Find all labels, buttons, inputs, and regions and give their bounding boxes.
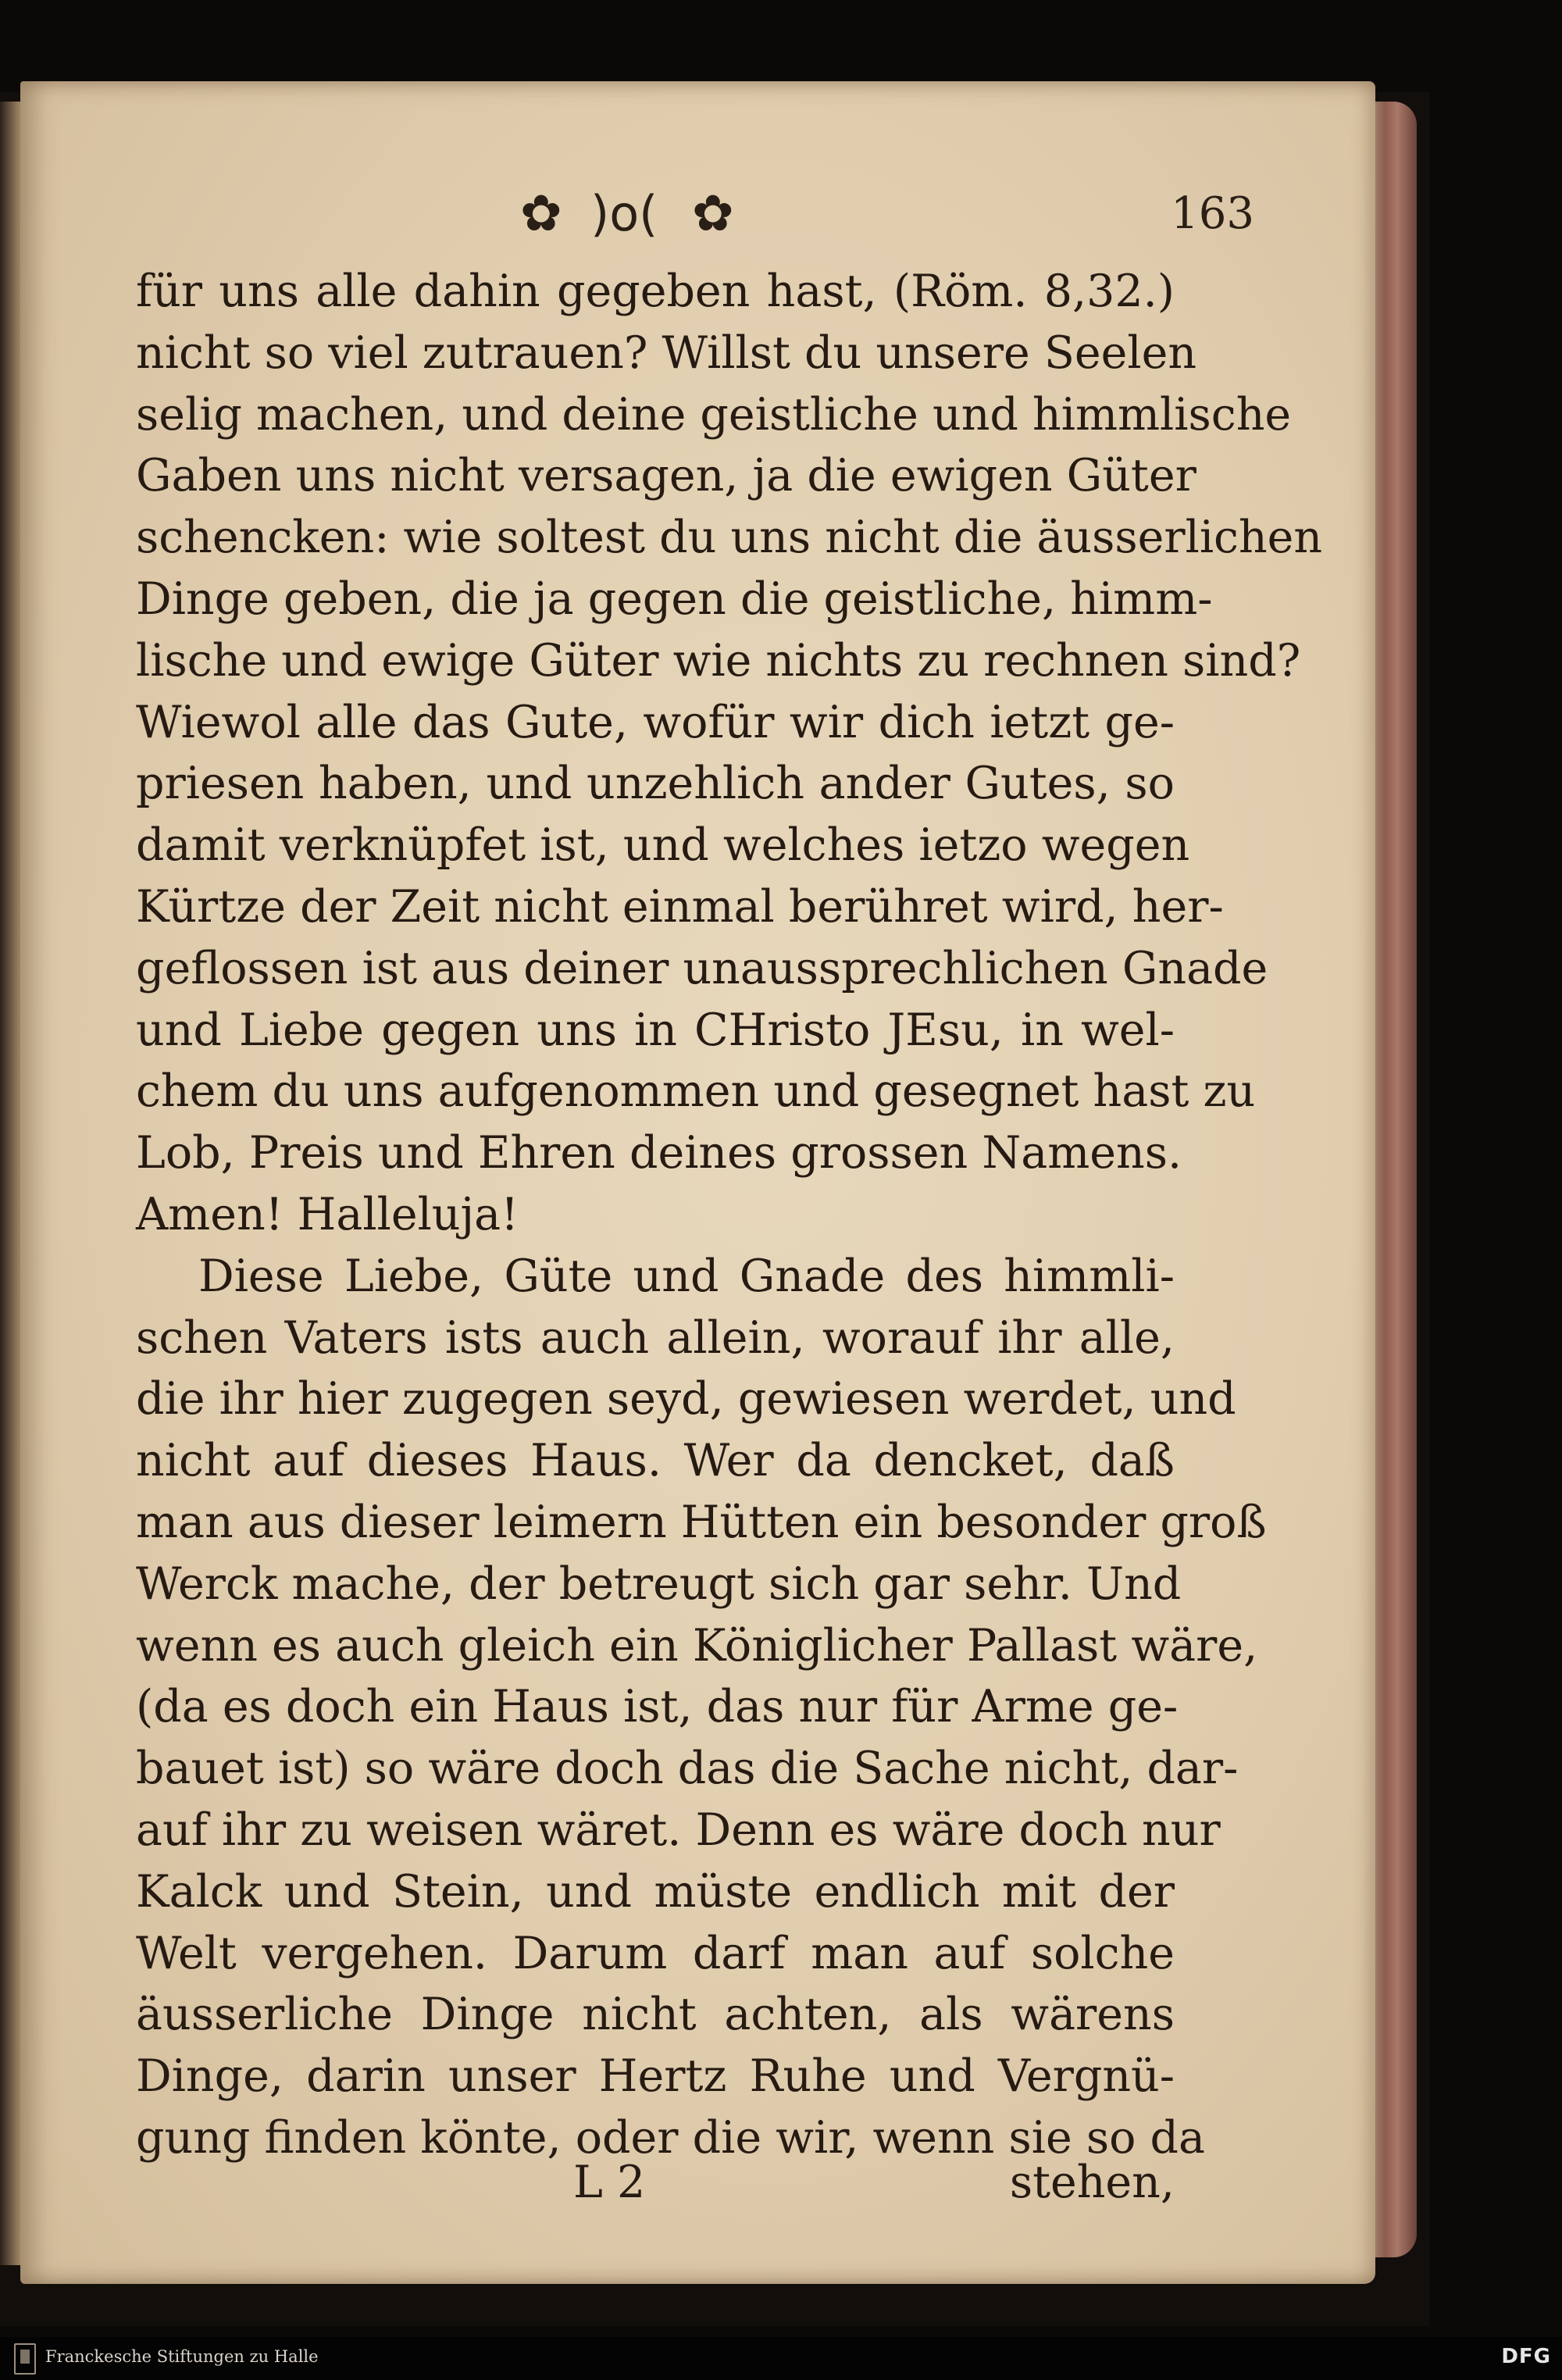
text-line: selig machen, und deine geistliche und himmlische xyxy=(136,388,1292,441)
text-line: Werck mache, der betreugt sich gar sehr. Und xyxy=(136,1558,1182,1610)
text-line: Amen! Halleluja! xyxy=(136,1188,519,1240)
text-line: (da es doch ein Haus ist, das nur für Arme ge- xyxy=(136,1681,1179,1733)
text-line: und Liebe gegen uns in CHristo JEsu, in wel- xyxy=(136,1004,1175,1056)
flower-ornament-icon: ✿ xyxy=(520,185,562,243)
page-footer xyxy=(136,2151,1175,2214)
text-line: Kalck und Stein, und müste endlich mit der xyxy=(136,1865,1175,1918)
book-page xyxy=(20,81,1375,2284)
text-line: Lob, Preis und Ehren deines grossen Namens. xyxy=(136,1127,1182,1179)
text-line: Dinge, darin unser Hertz Ruhe und Vergnü- xyxy=(136,2050,1175,2103)
text-line: gung finden könte, oder die wir, wenn sie so da xyxy=(136,2111,1206,2164)
text-line-paragraph-start: Diese Liebe, Güte und Gnade des himmli- xyxy=(198,1250,1175,1302)
institution-logo-icon xyxy=(14,2343,36,2375)
viewer-bottom-bar xyxy=(0,2337,1562,2380)
institution-name: Franckesche Stiftungen zu Halle xyxy=(45,2347,319,2366)
text-line: Dinge geben, die ja gegen die geistliche, himm- xyxy=(136,573,1213,625)
text-line: damit verknüpfet ist, und welches ietzo wegen xyxy=(136,819,1190,872)
text-line: äusserliche Dinge nicht achten, als wärens xyxy=(136,1989,1175,2041)
text-line: schen Vaters ists auch allein, worauf ihr alle, xyxy=(136,1311,1175,1364)
signature-mark: L 2 xyxy=(573,2157,646,2208)
body-text xyxy=(136,261,1323,2169)
text-line: chem du uns aufgenommen und gesegnet hast zu xyxy=(136,1065,1256,1118)
page-number: 163 xyxy=(1171,188,1254,239)
book-fore-edge xyxy=(1368,102,1417,2257)
text-line: die ihr hier zugegen seyd, gewiesen werdet, und xyxy=(136,1373,1236,1426)
text-line: für uns alle dahin gegeben hast, (Röm. 8,32.) xyxy=(136,266,1175,317)
text-line: nicht auf dieses Haus. Wer da dencket, daß xyxy=(136,1435,1175,1487)
text-line: geflossen ist aus deiner unaussprechlichen Gnade xyxy=(136,942,1268,994)
flower-ornament-icon: ✿ xyxy=(692,185,734,243)
text-line: Welt vergehen. Darum darf man auf solche xyxy=(136,1927,1175,1979)
text-line: bauet ist) so wäre doch das die Sache nicht, dar- xyxy=(136,1743,1239,1795)
text-line: nicht so viel zutrauen? Willst du unsere Seelen xyxy=(136,326,1197,379)
text-line: lische und ewige Güter wie nichts zu rechnen sind? xyxy=(136,634,1301,687)
text-line: wenn es auch gleich ein Königlicher Pallast wäre, xyxy=(136,1619,1258,1672)
running-header xyxy=(137,179,1278,249)
text-line: Gaben uns nicht versagen, ja die ewigen Güter xyxy=(136,450,1196,502)
header-ornament-center: )o( xyxy=(590,185,658,242)
text-line: man aus dieser leimern Hütten ein besonder groß xyxy=(136,1496,1267,1548)
text-line: auf ihr zu weisen wäret. Denn es wäre doch nur xyxy=(136,1804,1221,1856)
text-line: Kürtze der Zeit nicht einmal berühret wird, her- xyxy=(136,880,1224,933)
catchword: stehen, xyxy=(1009,2157,1175,2208)
text-line: Wiewol alle das Gute, wofür wir dich ietzt ge- xyxy=(136,696,1175,748)
dfg-logo: DFG xyxy=(1501,2345,1551,2368)
text-line: schencken: wie soltest du uns nicht die äusserlichen xyxy=(136,512,1323,564)
text-line: priesen haben, und unzehlich ander Gutes, so xyxy=(136,758,1175,810)
